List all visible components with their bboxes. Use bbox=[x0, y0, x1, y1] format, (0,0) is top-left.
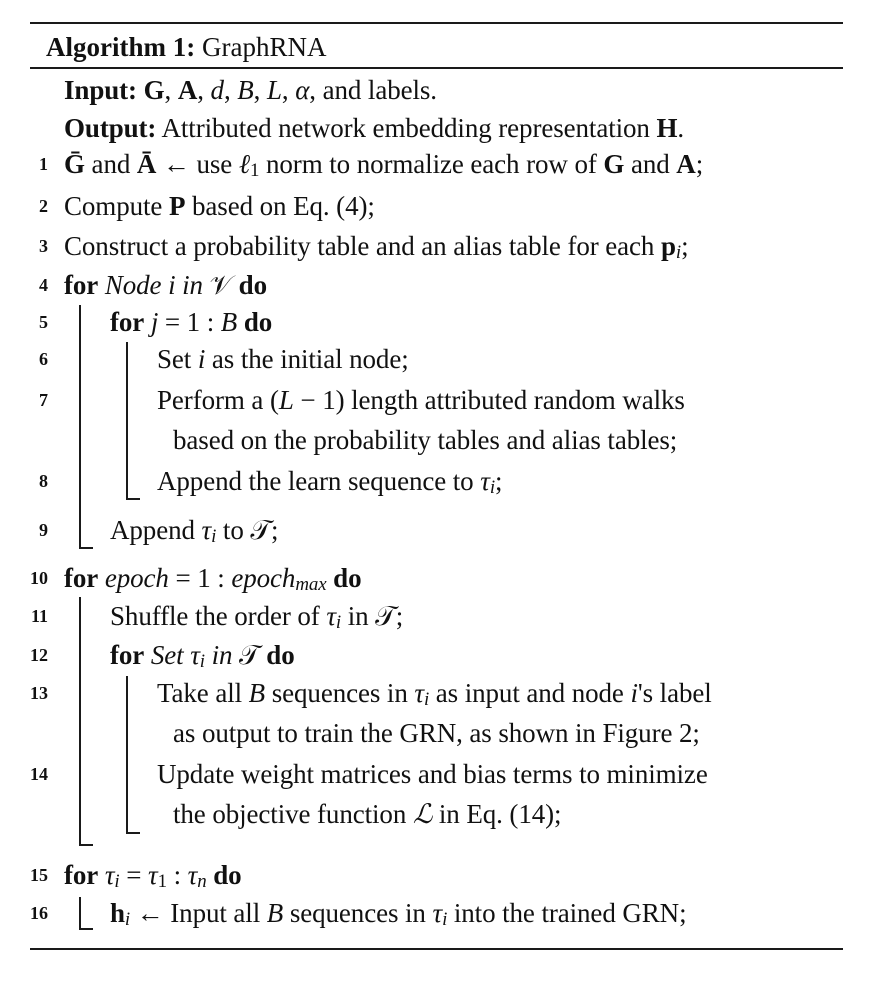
line-number: 3 bbox=[39, 236, 48, 256]
line-text: the objective function ℒ in Eq. (14); bbox=[173, 799, 562, 829]
line-text: Append the learn sequence to $\tau_i$; bbox=[157, 466, 503, 498]
bottom-rule bbox=[30, 948, 843, 950]
line-text: for Set $\tau_i$ in 𝒯 do bbox=[110, 640, 295, 672]
algorithm-name: GraphRNA bbox=[201, 32, 327, 62]
line-number: 16 bbox=[30, 903, 48, 923]
line-text: Set i as the initial node; bbox=[157, 344, 409, 374]
algorithm-line bbox=[0, 380, 876, 420]
input-text: G, A, d, B, L, α, and labels. bbox=[143, 75, 437, 105]
algorithm-label: Algorithm 1: bbox=[46, 32, 196, 62]
line-number: 8 bbox=[39, 471, 48, 491]
line-text: for Node i in 𝒱 do bbox=[64, 270, 267, 300]
algorithm-line bbox=[0, 558, 876, 598]
line-number: 1 bbox=[39, 154, 48, 174]
input-label: Input: bbox=[64, 75, 137, 105]
line-text: Update weight matrices and bias terms to minimize bbox=[157, 759, 708, 789]
line-number: 15 bbox=[30, 865, 48, 885]
output-text: Attributed network embedding representation H. bbox=[161, 113, 685, 143]
line-number: 10 bbox=[30, 568, 48, 588]
algorithm-line bbox=[0, 754, 876, 794]
line-number: 9 bbox=[39, 520, 48, 540]
block-bar bbox=[126, 676, 128, 833]
algorithm-line-continuation bbox=[0, 794, 876, 834]
top-rule bbox=[30, 22, 843, 24]
line-text: Compute P based on Eq. (4); bbox=[64, 191, 375, 221]
block-bar bbox=[79, 897, 81, 929]
line-number: 6 bbox=[39, 349, 48, 369]
output-line bbox=[0, 108, 876, 148]
block-bar bbox=[79, 597, 81, 845]
line-text: for epoch = 1 : epoch$_{max}$ do bbox=[64, 563, 362, 595]
block-bar-foot bbox=[79, 547, 93, 549]
line-text: based on the probability tables and alias tables; bbox=[173, 425, 678, 455]
line-number: 5 bbox=[39, 312, 48, 332]
algorithm-line-continuation bbox=[0, 713, 876, 753]
algorithm-title bbox=[46, 29, 326, 65]
line-text: $h_i$ ← Input all B sequences in $\tau_i$ into the trained GRN; bbox=[110, 898, 687, 930]
line-number: 12 bbox=[30, 645, 48, 665]
algorithm-line bbox=[0, 186, 876, 226]
output-label: Output: bbox=[64, 113, 157, 143]
line-text: Construct a probability table and an alias table for each $p_i$; bbox=[64, 231, 689, 263]
algorithm-line bbox=[0, 339, 876, 379]
algorithm-line bbox=[0, 144, 876, 184]
algorithm-line bbox=[0, 302, 876, 342]
block-bar-foot bbox=[126, 498, 140, 500]
line-number: 2 bbox=[39, 196, 48, 216]
block-bar-foot bbox=[79, 928, 93, 930]
line-text: Perform a (L − 1) length attributed random walks bbox=[157, 385, 685, 415]
line-text: for $\tau_i = \tau_1$ : $\tau_n$ do bbox=[64, 860, 242, 892]
line-text: Shuffle the order of $\tau_i$ in 𝒯; bbox=[110, 601, 404, 633]
algorithm-line bbox=[0, 673, 876, 713]
block-bar bbox=[126, 342, 128, 499]
line-number: 14 bbox=[30, 764, 48, 784]
line-text: Ḡ and Ā ← use ℓ$_1$ norm to normalize each row of G and A; bbox=[64, 149, 704, 181]
line-text: Append $\tau_i$ to 𝒯; bbox=[110, 515, 279, 547]
block-bar-foot bbox=[126, 832, 140, 834]
line-number: 7 bbox=[39, 390, 48, 410]
algorithm-line bbox=[0, 893, 876, 933]
algorithm-line bbox=[0, 461, 876, 501]
block-bar bbox=[79, 305, 81, 548]
line-number: 4 bbox=[39, 275, 48, 295]
line-number: 13 bbox=[30, 683, 48, 703]
algorithm-line bbox=[0, 226, 876, 266]
line-text: as output to train the GRN, as shown in Figure 2; bbox=[173, 718, 700, 748]
line-text: Take all B sequences in $\tau_i$ as input and node i's label bbox=[157, 678, 712, 710]
algorithm-line bbox=[0, 635, 876, 675]
line-number: 11 bbox=[30, 606, 48, 626]
line-text: for j = 1 : B do bbox=[110, 307, 273, 337]
algorithm-line bbox=[0, 596, 876, 636]
algorithm-line bbox=[0, 855, 876, 895]
block-bar-foot bbox=[79, 844, 93, 846]
algorithm-line bbox=[0, 265, 876, 305]
input-line bbox=[0, 70, 876, 110]
algorithm-line-continuation bbox=[0, 420, 876, 460]
algorithm-line bbox=[0, 510, 876, 550]
title-rule bbox=[30, 67, 843, 69]
